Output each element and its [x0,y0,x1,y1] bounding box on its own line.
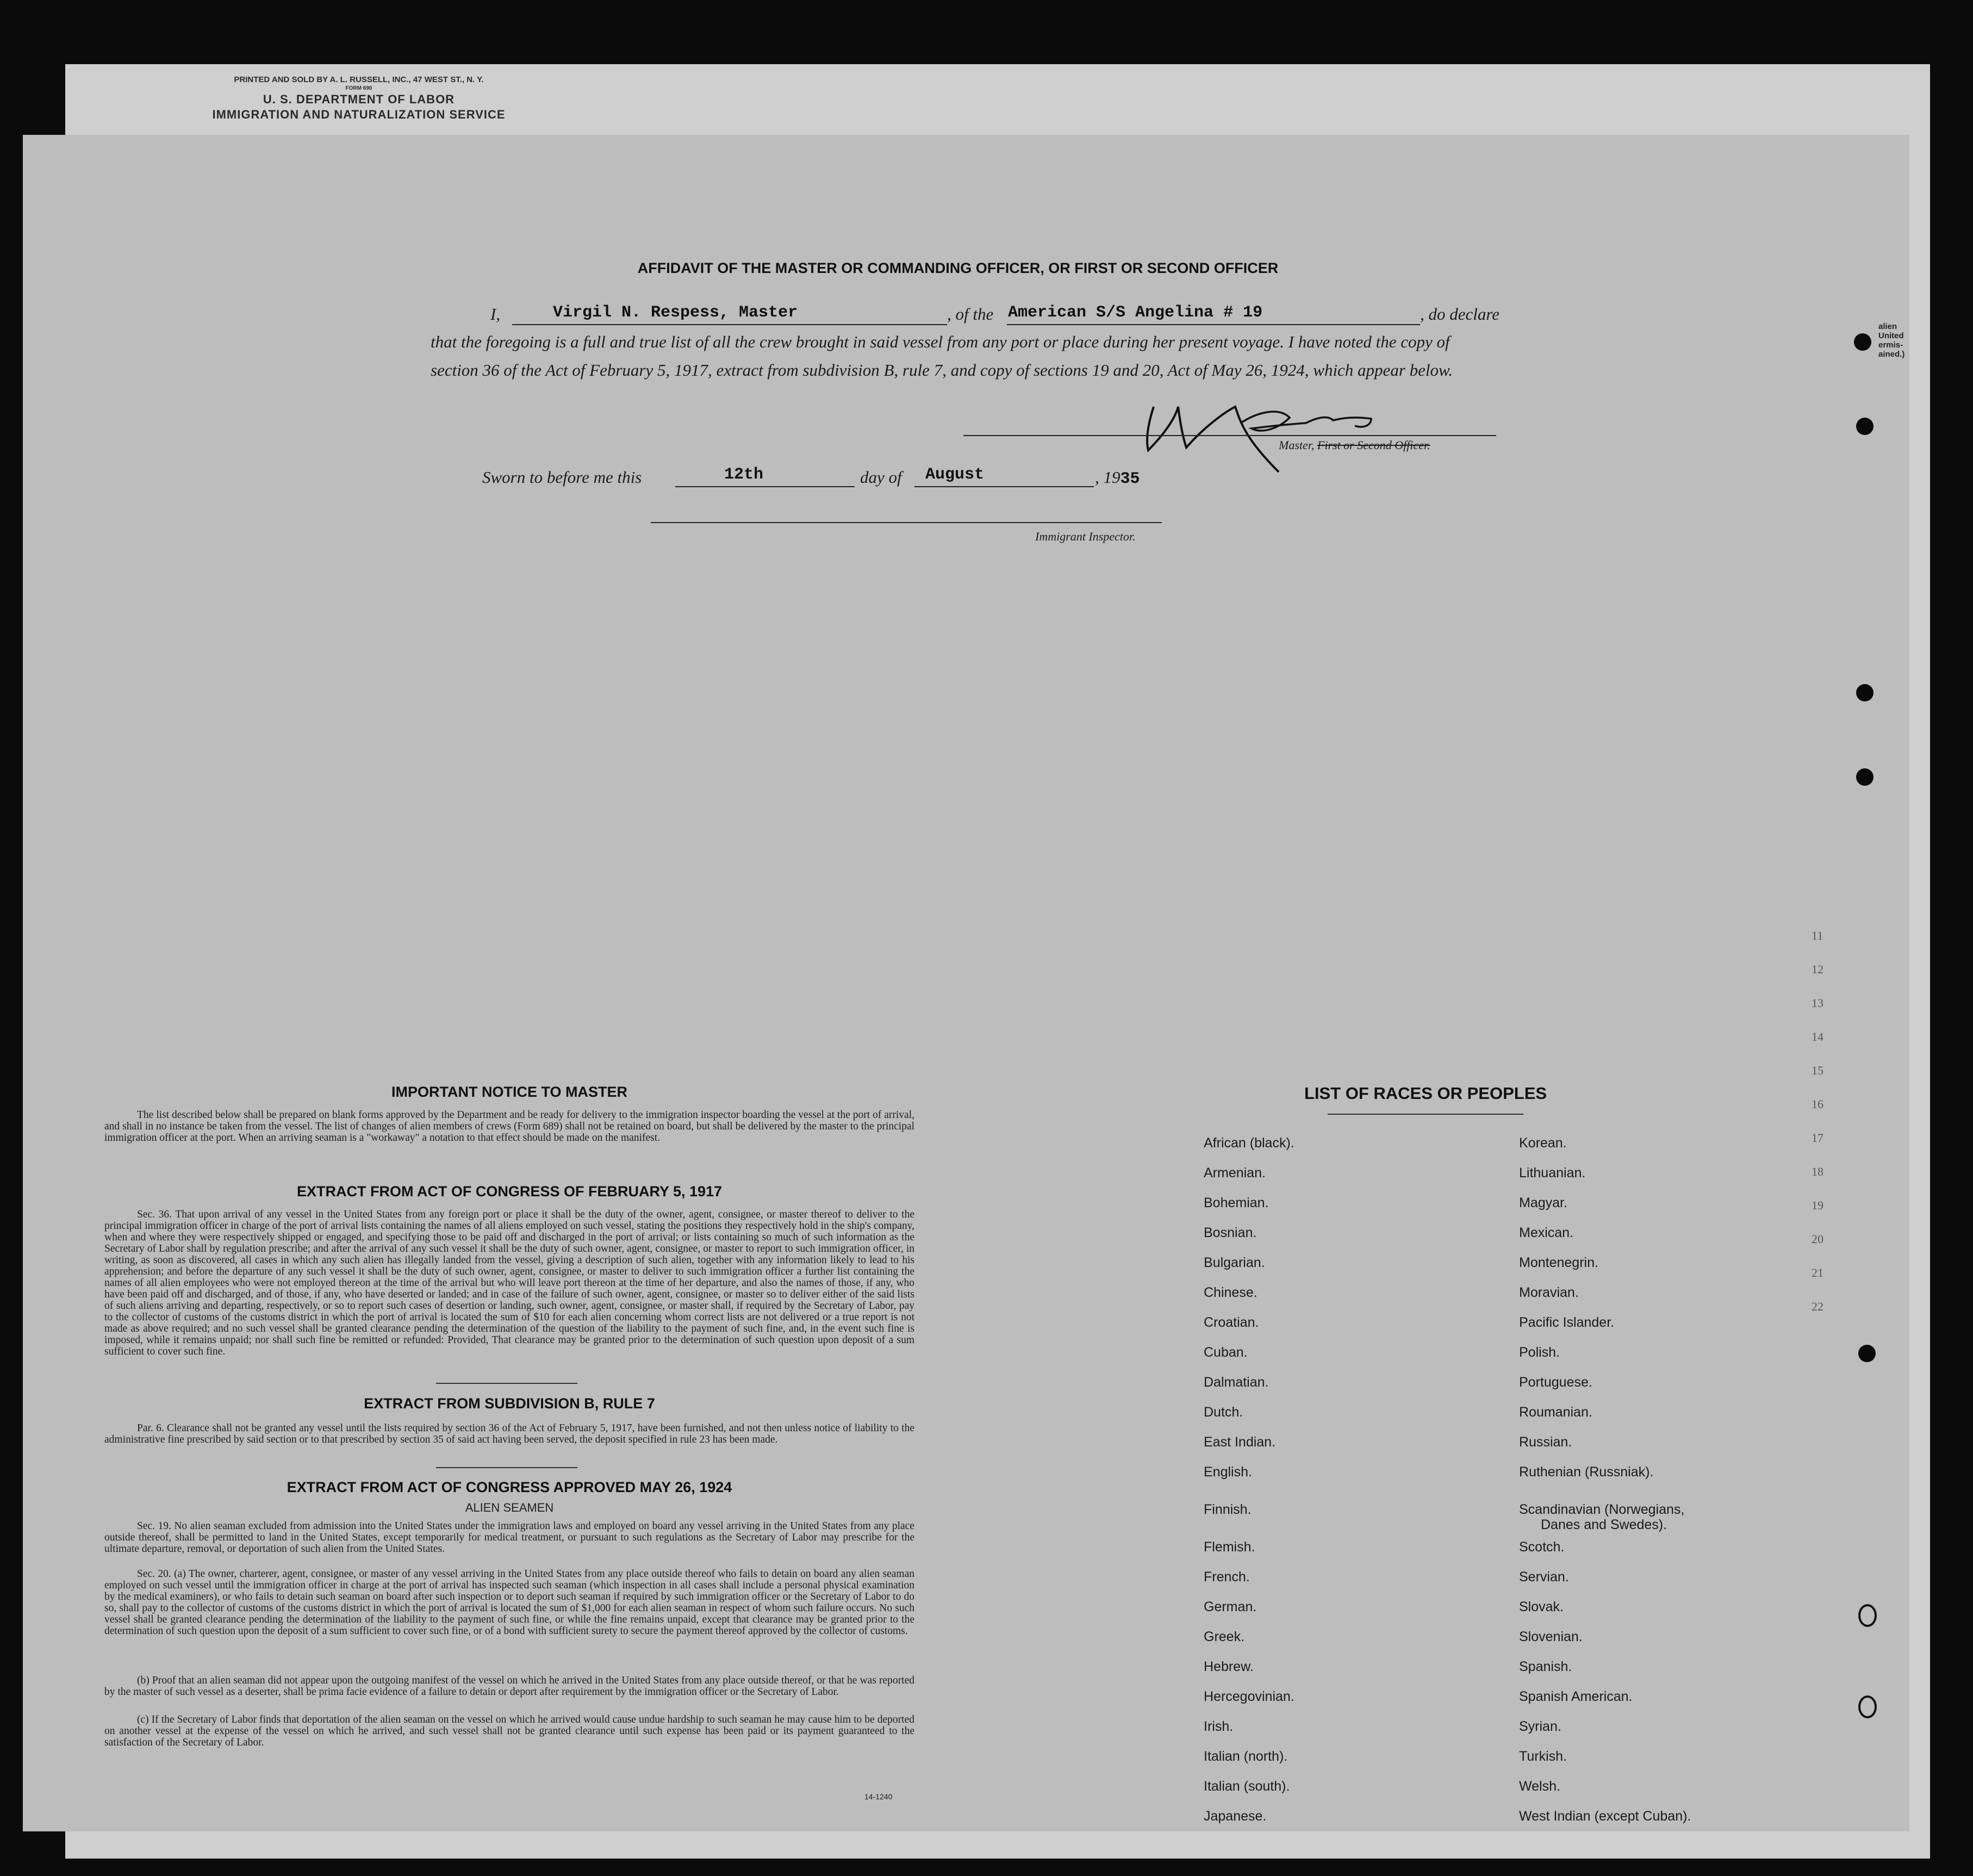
divider-1 [436,1383,577,1384]
race-item: Dutch. [1204,1405,1243,1420]
extract-1917-title: EXTRACT FROM ACT OF CONGRESS OF FEBRUARY 5, 1917 [296,1183,723,1200]
master-name-underline [512,324,947,325]
race-item: Turkish. [1519,1749,1567,1764]
race-item: Ruthenian (Russniak). [1519,1464,1654,1480]
sec20a-text: Sec. 20. (a) The owner, charterer, agent, consignee, or master of any vessel arriving in the United States from any place outside thereof who fails to detain on board any alien seaman employed on such vessel until the immigration officer in charge at the port of arrival has inspected such seaman (which inspection in all cases shall include a personal physical examination by the medical examiners), or who fails to detain such seaman on board after such inspection or to deport such seaman if required by such immigration officer or the Secretary of Labor to do so, shall pay to the collector of customs of the customs district in which the port of arrival is located the sum of $1,000 for each alien seaman in respect of whom such failure occurs. No such vessel shall be granted clearance pending the determination of the liability to the payment of such fine, or while the fine remains unpaid, except that clearance may be granted prior to the determination of such question upon the deposit of a sum sufficient to cover such fine, or of a bond with sufficient surety to secure the payment thereof approved by the collector of customs. [104,1568,914,1637]
officer-role-struck: First or Second Officer. [1317,438,1430,452]
day-of-label: day of [860,468,902,487]
race-item: Italian (south). [1204,1779,1290,1794]
inspector-label: Immigrant Inspector. [1035,530,1136,543]
edge-line-number: 11 [1812,929,1823,942]
edge-line-number: 14 [1812,1030,1823,1043]
race-item: Bulgarian. [1204,1255,1265,1270]
inspector-signature-line [651,522,1162,523]
sworn-month-field: August [925,465,985,484]
sworn-year-field: 35 [1120,470,1140,488]
form-code: FORM 690 [345,85,372,91]
edge-line-number: 13 [1812,996,1823,1010]
race-item: Hebrew. [1204,1659,1254,1674]
race-item: Croatian. [1204,1315,1259,1330]
notice-title: IMPORTANT NOTICE TO MASTER [391,1084,627,1100]
race-item: Italian (north). [1204,1749,1288,1764]
race-item: Montenegrin. [1519,1255,1598,1270]
sec20b-text: (b) Proof that an alien seaman did not appear upon the outgoing manifest of the vessel on which he arrived in the United States from any place outside thereof, or that he was reported by the master of such vessel as a deserter, shall be prima facie evidence of a failure to detain or deport after requirement by the immigration officer or the Secretary of Labor. [104,1675,914,1698]
master-signature [1116,374,1398,483]
race-item: Servian. [1519,1569,1569,1585]
master-role: Master, [1279,438,1315,452]
race-item: Dalmatian. [1204,1375,1269,1390]
race-item: Finnish. [1204,1502,1252,1517]
race-item: Roumanian. [1519,1405,1592,1420]
month-underline [914,486,1094,487]
vessel-name-field: American S/S Angelina # 19 [1008,303,1263,322]
race-item: German. [1204,1599,1257,1614]
margin-note-line: alien [1878,322,1897,331]
form-number: 14-1240 [864,1792,893,1801]
race-item: Irish. [1204,1719,1234,1734]
sec19-text: Sec. 19. No alien seaman excluded from admission into the United States under the immigration laws and employed on board any vessel arriving in the United States from any place outside thereof, shall be permitted to land in the United States, except temporarily for medical treatment, or pursuant to such regulations as the Secretary of Labor may prescribe for the ultimate departure, removal, or deportation of such alien from the United States. [104,1520,914,1555]
race-item: Polish. [1519,1345,1560,1360]
department-name: U. S. DEPARTMENT OF LABOR [263,92,455,107]
race-item: Mexican. [1519,1225,1574,1240]
race-item: Slovenian. [1519,1629,1583,1644]
race-item: Portuguese. [1519,1375,1592,1390]
of-the-label: , of the [947,305,994,324]
signature-role-label [1279,438,1430,452]
margin-note [1878,322,1904,359]
master-name-field: Virgil N. Respess, Master [553,303,798,322]
race-item: Japanese. [1204,1809,1267,1824]
race-item: Pacific Islander. [1519,1315,1615,1330]
races-divider [1328,1114,1523,1115]
race-item: Greek. [1204,1629,1245,1644]
sec20c-text: (c) If the Secretary of Labor finds that deportation of the alien seaman on the vessel on which he arrived would cause undue hardship to such seaman he may cause him to be deported on another vessel at the expense of the vessel on which he arrived, and such vessel shall not be granted clearance until such expense has been paid or its payment guaranteed to the satisfaction of the Secretary of Labor. [104,1714,914,1748]
extract-rule7-text: Par. 6. Clearance shall not be granted any vessel until the lists required by section 36 of the Act of February 5, 1917, have been furnished, and not then unless notice of liability to the administrative fine prescribed by said section or to that prescribed by section 35 of said act having been served, the deposit specified in rule 23 has been made. [104,1422,914,1445]
extract-rule7-title: EXTRACT FROM SUBDIVISION B, RULE 7 [364,1395,655,1412]
binder-hole [1856,418,1874,435]
margin-note-line: ermis- [1878,340,1903,350]
race-item: Flemish. [1204,1539,1255,1555]
extract-1924-title: EXTRACT FROM ACT OF CONGRESS APPROVED MAY 26, 1924 [287,1479,732,1495]
race-item: West Indian (except Cuban). [1519,1809,1691,1824]
edge-line-number: 18 [1812,1165,1823,1178]
margin-note-line: ained.) [1878,350,1905,359]
do-declare-label: , do declare [1420,305,1500,324]
sworn-day-field: 12th [724,465,764,484]
binder-hole [1856,768,1874,786]
race-item: Chinese. [1204,1285,1258,1300]
edge-line-number: 19 [1812,1198,1823,1212]
race-item: Bosnian. [1204,1225,1257,1240]
edge-line-number: 17 [1812,1131,1823,1145]
race-item: Bohemian. [1204,1195,1269,1210]
margin-note-line: United [1878,331,1904,340]
affidavit-page [23,135,1909,1831]
race-item: Cuban. [1204,1345,1248,1360]
race-item: Scotch. [1519,1539,1565,1555]
notice-text: The list described below shall be prepared on blank forms approved by the Department and be ready for delivery to the immigration inspector boarding the vessel at the port of arrival, and shall in no instance be taken from the vessel. The list of changes of alien members of crews (Form 689) shall not be retained on board, but shall be delivered by the master to the principal immigration officer at the port. When an arriving seaman is a "workaway" a notation to that effect should be made on the manifest. [104,1109,914,1144]
binder-hole-open [1858,1604,1877,1627]
divider-2 [436,1467,577,1468]
edge-line-number: 20 [1812,1232,1823,1246]
race-item: Hercegovinian. [1204,1689,1294,1704]
printer-line: PRINTED AND SOLD BY A. L. RUSSELL, INC., 47 WEST ST., N. Y. [234,75,484,84]
binder-hole [1858,1345,1876,1362]
extract-1917-text: Sec. 36. That upon arrival of any vessel in the United States from any foreign port or place it shall be the duty of the owner, agent, consignee, or master thereof to deliver to the principal immigration officer in charge of the port of arrival lists containing the names of all aliens employed on such vessel, stating the positions they respectively hold in the ship's company, when and where they were respectively shipped or engaged, and specifying those to be paid off and discharged in the port of arrival; or lists containing so much of such information as the Secretary of Labor shall by regulation prescribe; and after the arrival of any such vessel it shall be the duty of such owner, agent, consignee, or master to report to such immigration officer, in writing, as soon as discovered, all cases in which any such alien has illegally landed from the vessel, giving a description of such alien, together with any information likely to lead to his apprehension; and before the departure of any such vessel it shall be the duty of such owner, agent, consignee, or master to deliver to such immigration officer a further list containing the names of all alien employees who were not employed thereon at the time of the arrival but who will leave port thereon at the time of her departure, and also the names of those, if any, who have been paid off and discharged, and of those, if any, who have deserted or landed; and in case of the failure of such owner, agent, consignee, or master so to deliver either of the said lists of such aliens arriving and departing, respectively, or so to report such cases of desertion or landing, such owner, agent, consignee, or master shall, if required by the Secretary of Labor, pay to the collector of customs of the customs district in which the port of arrival is located the sum of $10 for each alien concerning whom correct lists are not delivered or a true report is not made as above required; and no such vessel shall be granted clearance pending the determination of the question of the liability to the payment of such fine, and, in the event such fine is imposed, while it remains unpaid; nor shall such fine be remitted or refunded: Provided, That clearance may be granted prior to the determination of such question upon deposit of a sum sufficient to cover such fine. [104,1209,914,1357]
year-prefix-label: , 19 [1095,468,1121,487]
race-item: Spanish American. [1519,1689,1633,1704]
edge-line-number: 16 [1812,1097,1823,1111]
race-item: Welsh. [1519,1779,1560,1794]
edge-line-number: 21 [1812,1266,1823,1279]
edge-line-number: 15 [1812,1064,1823,1077]
race-item: Armenian. [1204,1165,1266,1181]
service-name: IMMIGRATION AND NATURALIZATION SERVICE [212,107,506,121]
binder-hole [1856,684,1874,701]
race-item: Korean. [1519,1135,1567,1151]
race-item: Moravian. [1519,1285,1579,1300]
race-item: Syrian. [1519,1719,1561,1734]
race-item: Spanish. [1519,1659,1572,1674]
race-item: Russian. [1519,1434,1572,1450]
race-item: English. [1204,1464,1252,1480]
race-item: Lithuanian. [1519,1165,1586,1181]
race-item-continuation: Danes and Swedes). [1541,1517,1667,1532]
declaration-i-label: I, [490,305,501,324]
affidavit-title: AFFIDAVIT OF THE MASTER OR COMMANDING OFFICER, OR FIRST OR SECOND OFFICER [637,260,1279,276]
day-underline [675,486,855,487]
affidavit-body: that the foregoing is a full and true list of all the crew brought in said vessel from any port or place during her present voyage. I have noted the copy of section 36 of the Act of February 5, 1917, extract from subdivision B, rule 7, and copy of sections 19 and 20, Act of May 26, 1924, which appear below. [431,332,1453,380]
binder-hole [1854,333,1871,351]
races-title: LIST OF RACES OR PEOPLES [1304,1084,1547,1103]
year-prefix [1095,468,1140,488]
binder-hole-open [1858,1695,1877,1718]
race-item: Scandinavian (Norwegians, [1519,1502,1685,1517]
race-item: African (black). [1204,1135,1294,1151]
race-item: Magyar. [1519,1195,1567,1210]
race-item: Slovak. [1519,1599,1564,1614]
sworn-label: Sworn to before me this [482,468,642,487]
form-publisher-header [169,75,549,122]
vessel-underline [1007,324,1420,325]
edge-line-number: 12 [1812,962,1823,976]
alien-seamen-subtitle: ALIEN SEAMEN [465,1501,554,1514]
race-item: French. [1204,1569,1250,1585]
edge-line-number: 22 [1812,1300,1823,1313]
race-item: East Indian. [1204,1434,1276,1450]
signature-line [963,435,1496,436]
